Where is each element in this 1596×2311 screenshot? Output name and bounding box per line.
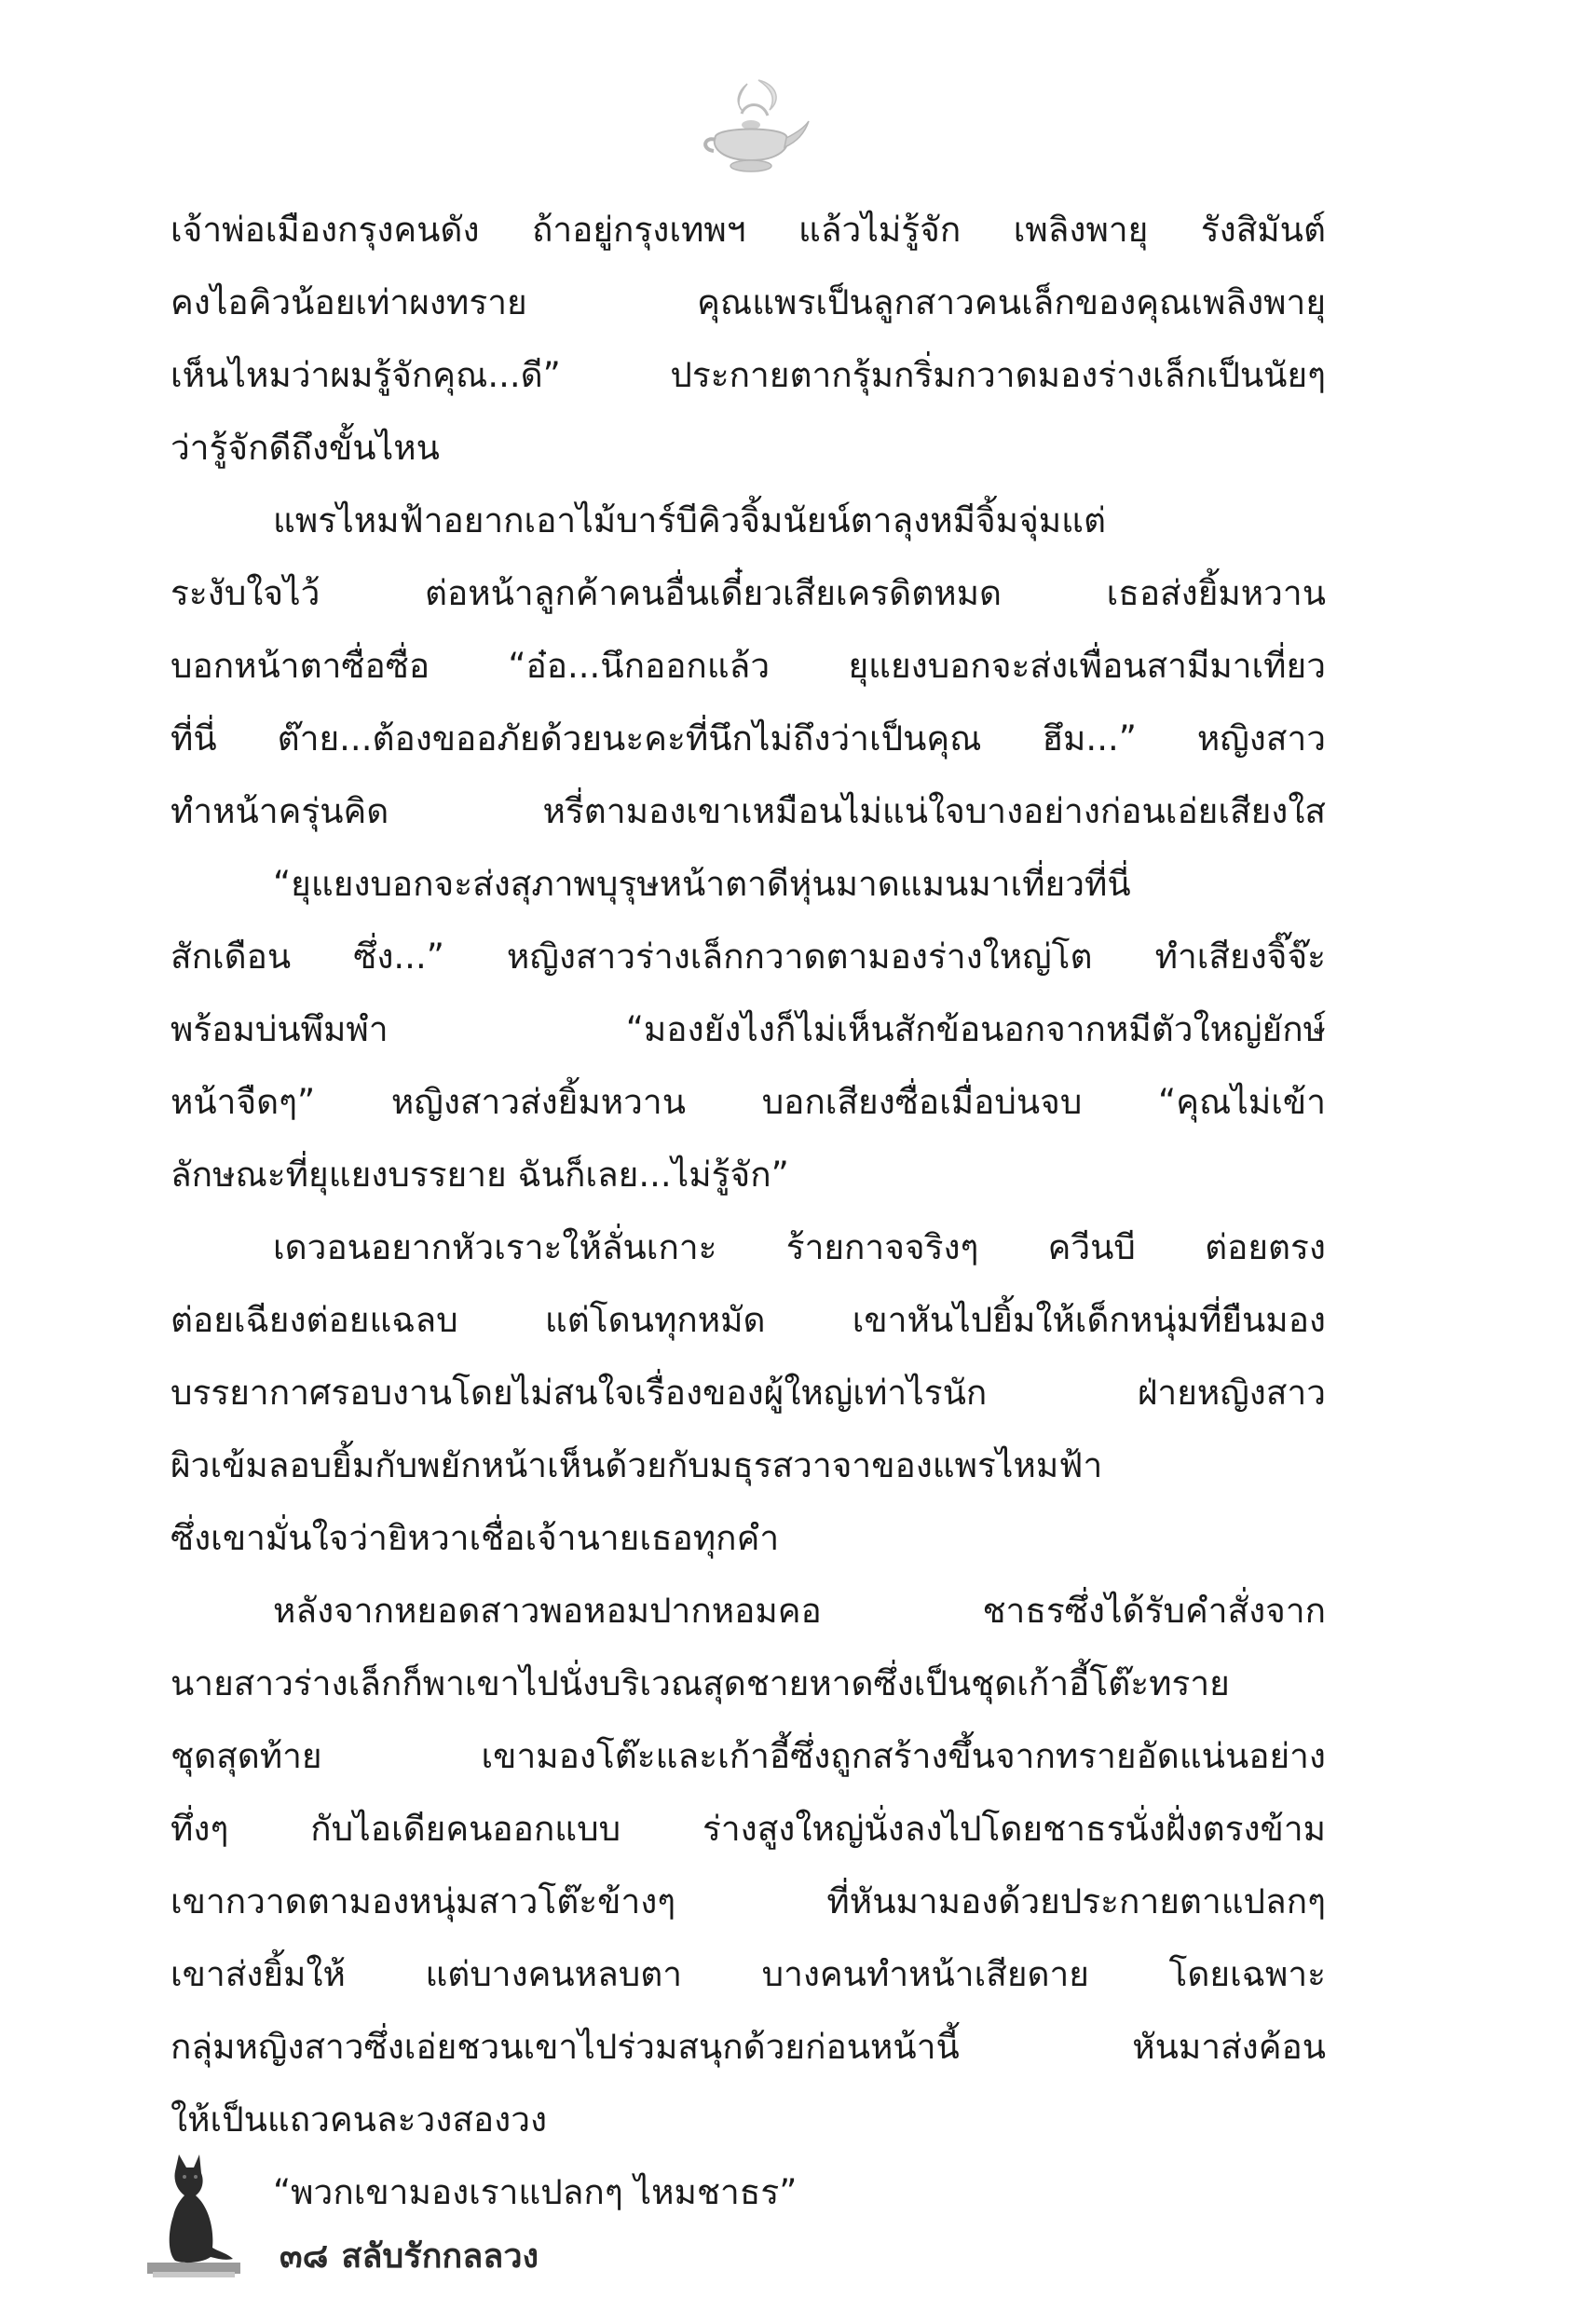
magic-lamp-icon	[689, 75, 811, 177]
text-line: ทำหน้าครุ่นคิด หรี่ตามองเขาเหมือนไม่แน่ใจบางอย่างก่อนเอ่ยเสียงใส	[171, 791, 1326, 831]
text-line: ลักษณะที่ยุแยงบรรยาย ฉันก็เลย...ไม่รู้จัก”	[171, 1155, 789, 1195]
book-title: สลับรักกลลวง	[341, 2237, 539, 2276]
page-folio	[280, 2229, 539, 2282]
text-line: “พวกเขามองเราแปลกๆ ไหมชาธร”	[273, 2172, 798, 2212]
text-line: บรรยากาศรอบงานโดยไม่สนใจเรื่องของผู้ใหญ่เท่าไรนัก ฝ่ายหญิงสาว	[171, 1373, 1326, 1413]
text-line: สักเดือน ซึ่ง...” หญิงสาวร่างเล็กกวาดตามองร่างใหญ่โต ทำเสียงจิ๊จ๊ะ	[171, 937, 1326, 977]
text-line: เจ้าพ่อเมืองกรุงคนดัง ถ้าอยู่กรุงเทพฯ แล้วไม่รู้จัก เพลิงพายุ รังสิมันต์	[171, 210, 1326, 250]
text-line: ระงับใจไว้ ต่อหน้าลูกค้าคนอื่นเดี๋ยวเสียเครดิตหมด เธอส่งยิ้มหวาน	[171, 573, 1326, 613]
text-line: ให้เป็นแถวคนละวงสองวง	[171, 2099, 548, 2140]
cat-silhouette-icon	[147, 2151, 240, 2281]
text-line: ที่นี่ ต๊าย...ต้องขออภัยด้วยนะคะที่นึกไม่ถึงว่าเป็นคุณ ฮึม...” หญิงสาว	[171, 718, 1326, 759]
text-line: หน้าจืดๆ” หญิงสาวส่งยิ้มหวาน บอกเสียงซื่อเมื่อบ่นจบ “คุณไม่เข้า	[171, 1082, 1326, 1122]
text-line: ชุดสุดท้าย เขามองโต๊ะและเก้าอี้ซึ่งถูกสร้างขึ้นจากทรายอัดแน่นอย่าง	[171, 1736, 1326, 1776]
text-line: ทึ่งๆ กับไอเดียคนออกแบบ ร่างสูงใหญ่นั่งลงไปโดยชาธรนั่งฝั่งตรงข้าม	[171, 1809, 1326, 1849]
text-line: ว่ารู้จักดีถึงขั้นไหน	[171, 428, 440, 468]
text-line: “ยุแยงบอกจะส่งสุภาพบุรุษหน้าตาดีหุ่นมาดแมนมาเที่ยวที่นี่	[273, 864, 1131, 904]
body-text	[171, 194, 1326, 2229]
text-line: เดวอนอยากหัวเราะให้ลั่นเกาะ ร้ายกาจจริงๆ ควีนบี ต่อยตรง	[273, 1227, 1326, 1267]
text-line: แพรไหมฟ้าอยากเอาไม้บาร์บีคิวจิ้มนัยน์ตาลุงหมีจิ้มจุ่มแต่	[273, 500, 1107, 540]
page-number: ๓๘	[280, 2237, 329, 2276]
text-line: กลุ่มหญิงสาวซึ่งเอ่ยชวนเขาไปร่วมสนุกด้วยก่อนหน้านี้ หันมาส่งค้อน	[171, 2027, 1326, 2067]
page-footer	[147, 2151, 706, 2290]
text-line: ซึ่งเขามั่นใจว่ายิหวาเชื่อเจ้านายเธอทุกคำ	[171, 1518, 780, 1558]
text-line: เขาส่งยิ้มให้ แต่บางคนหลบตา บางคนทำหน้าเสียดาย โดยเฉพาะ	[171, 1954, 1326, 1994]
text-line: ต่อยเฉียงต่อยแฉลบ แต่โดนทุกหมัด เขาหันไปยิ้มให้เด็กหนุ่มที่ยืนมอง	[171, 1300, 1326, 1340]
text-line: คงไอคิวน้อยเท่าผงทราย คุณแพรเป็นลูกสาวคนเล็กของคุณเพลิงพายุ	[171, 282, 1326, 322]
text-line: บอกหน้าตาซื่อซื่อ “อ๋อ...นึกออกแล้ว ยุแยงบอกจะส่งเพื่อนสามีมาเที่ยว	[171, 646, 1326, 686]
text-line: เขากวาดตามองหนุ่มสาวโต๊ะข้างๆ ที่หันมามองด้วยประกายตาแปลกๆ	[171, 1881, 1326, 1921]
text-line: ผิวเข้มลอบยิ้มกับพยักหน้าเห็นด้วยกับมธุรสวาจาของแพรไหมฟ้า	[171, 1445, 1103, 1485]
text-line: นายสาวร่างเล็กก็พาเขาไปนั่งบริเวณสุดชายหาดซึ่งเป็นชุดเก้าอี้โต๊ะทราย	[171, 1663, 1230, 1703]
text-line: พร้อมบ่นพึมพำ “มองยังไงก็ไม่เห็นสักข้อนอกจากหมีตัวใหญ่ยักษ์	[171, 1009, 1326, 1049]
text-line: เห็นไหมว่าผมรู้จักคุณ...ดี” ประกายตากรุ้มกริ่มกวาดมองร่างเล็กเป็นนัยๆ	[171, 355, 1326, 395]
text-line: หลังจากหยอดสาวพอหอมปากหอมคอ ชาธรซึ่งได้รับคำสั่งจาก	[273, 1591, 1326, 1631]
